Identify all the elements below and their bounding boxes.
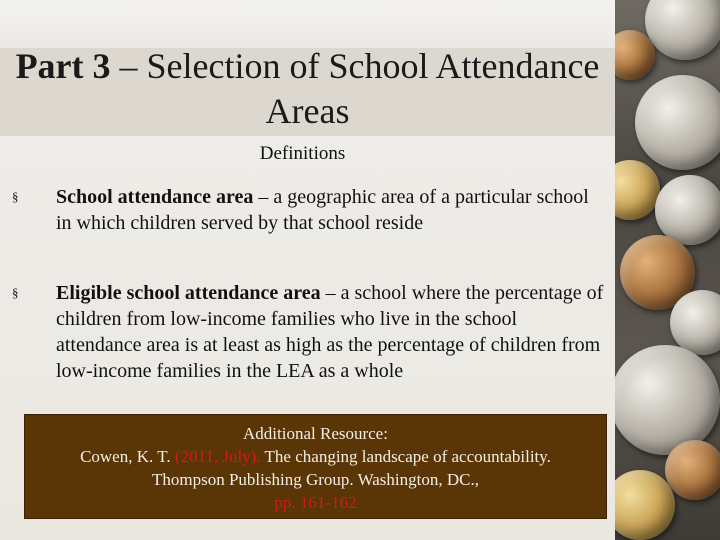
coins-photo — [615, 0, 720, 540]
coin-image — [615, 345, 720, 455]
resource-citation — [25, 445, 606, 468]
coin-image — [665, 440, 720, 500]
bullet-marker: § — [12, 285, 19, 300]
bullet-marker: § — [12, 189, 19, 204]
bullet-term: Eligible school attendance area — [56, 282, 321, 304]
resource-title: The changing landscape of accountability. — [260, 447, 551, 466]
resource-publisher: Thompson Publishing Group. Washington, DC., — [151, 470, 479, 489]
resource-author: Cowen, K. T. — [80, 447, 175, 466]
resource-heading: Additional Resource: — [243, 424, 388, 443]
slide-title — [0, 44, 615, 134]
bullet-term: School attendance area — [56, 186, 254, 208]
coin-image — [655, 175, 720, 245]
coin-image — [635, 75, 720, 170]
bullet-text — [56, 184, 604, 236]
coin-image — [615, 160, 660, 220]
title-bold: Part 3 — [15, 46, 111, 86]
bullet-definition: – a school where the percentage of children from low-income families who live in the school attendance area is at least as high as the percentage of children from low-income families in the LEA as a whole — [56, 282, 604, 382]
top-band — [0, 0, 615, 48]
resource-date: (2011, July). — [174, 447, 261, 466]
resource-pages: pp. 161-162 — [274, 493, 357, 512]
title-rest: – Selection of School Attendance Areas — [110, 46, 600, 131]
resource-box — [24, 414, 607, 519]
bullet-text — [56, 280, 604, 384]
subtitle: Definitions — [259, 143, 346, 164]
coin-image — [670, 290, 720, 355]
bullet-definition: – a geographic area of a particular school in which children served by that school reside — [56, 186, 589, 234]
coin-image — [645, 0, 720, 60]
